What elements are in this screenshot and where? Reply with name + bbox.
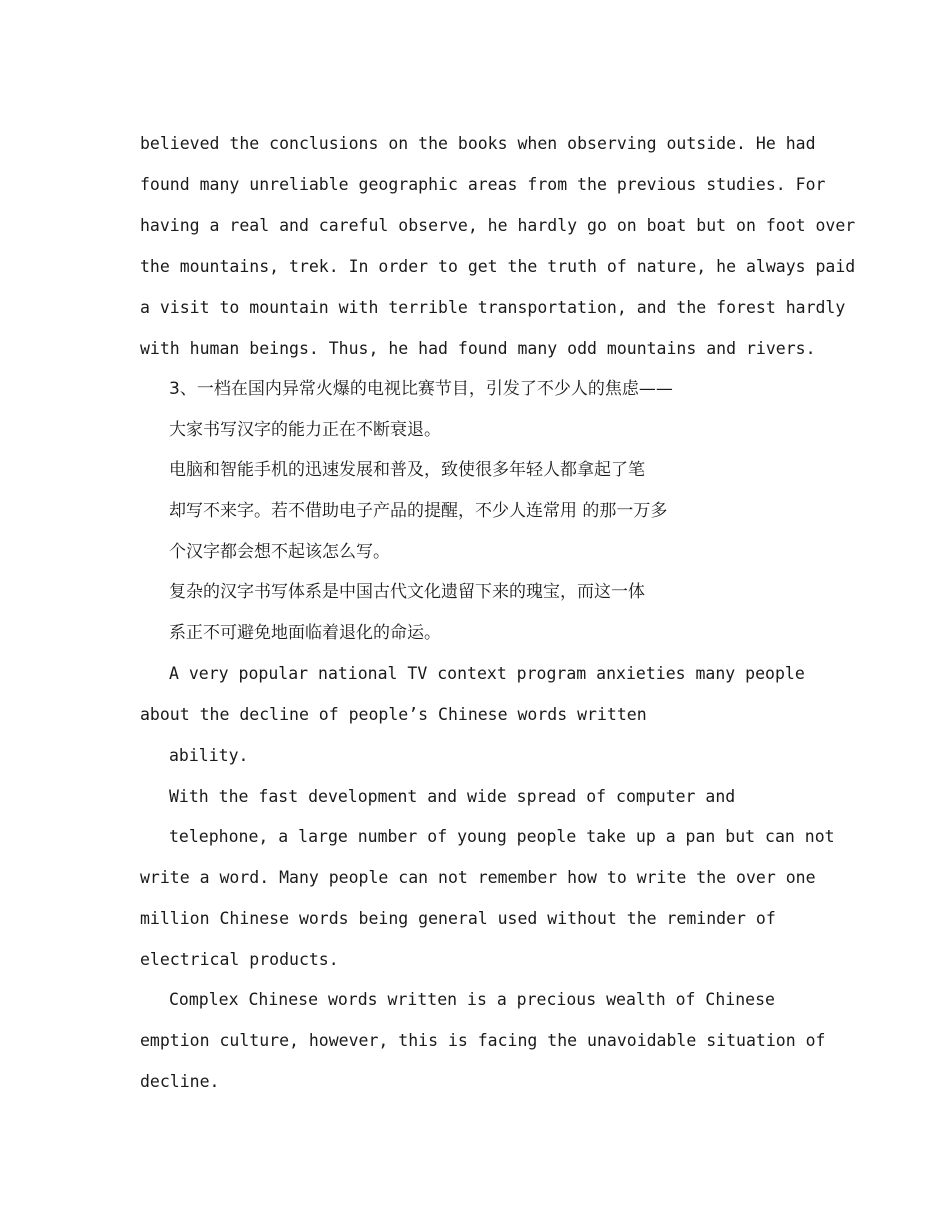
- text-line: decline.: [140, 1072, 220, 1091]
- text-line: a visit to mountain with terrible transportation, and the forest hardly: [140, 298, 846, 317]
- text-line: with human beings. Thus, he had found many odd mountains and rivers.: [140, 339, 816, 358]
- text-line: electrical products.: [140, 950, 339, 969]
- text-line: 却写不来字。若不借助电子产品的提醒，不少人连常用 的那一万多: [169, 501, 668, 521]
- text-line: 3、一档在国内异常火爆的电视比赛节目，引发了不少人的焦虑——: [169, 379, 673, 399]
- text-line: 电脑和智能手机的迅速发展和普及，致使很多年轻人都拿起了笔: [169, 460, 645, 480]
- text-line: found many unreliable geographic areas from the previous studies. For: [140, 175, 826, 194]
- text-line: emption culture, however, this is facing the unavoidable situation of: [140, 1031, 826, 1050]
- text-line: having a real and careful observe, he hardly go on boat but on foot over: [140, 216, 856, 235]
- text-line: write a word. Many people can not remember how to write the over one: [140, 868, 816, 887]
- text-line: Complex Chinese words written is a precious wealth of Chinese: [169, 990, 775, 1009]
- text-line: 大家书写汉字的能力正在不断衰退。: [169, 420, 441, 440]
- text-line: 系正不可避免地面临着退化的命运。: [169, 623, 441, 643]
- text-line: A very popular national TV context program anxieties many people: [169, 664, 805, 683]
- text-line: the mountains, trek. In order to get the truth of nature, he always paid: [140, 257, 856, 276]
- text-line: 复杂的汉字书写体系是中国古代文化遗留下来的瑰宝，而这一体: [169, 582, 645, 602]
- text-line: believed the conclusions on the books when observing outside. He had: [140, 134, 816, 153]
- text-line: million Chinese words being general used without the reminder of: [140, 909, 776, 928]
- text-line: about the decline of people’s Chinese words written: [140, 705, 647, 724]
- text-line: ability.: [169, 746, 249, 765]
- text-line: 个汉字都会想不起该怎么写。: [169, 542, 390, 562]
- text-line: telephone, a large number of young people take up a pan but can not: [169, 827, 835, 846]
- text-line: With the fast development and wide spread of computer and: [169, 787, 736, 806]
